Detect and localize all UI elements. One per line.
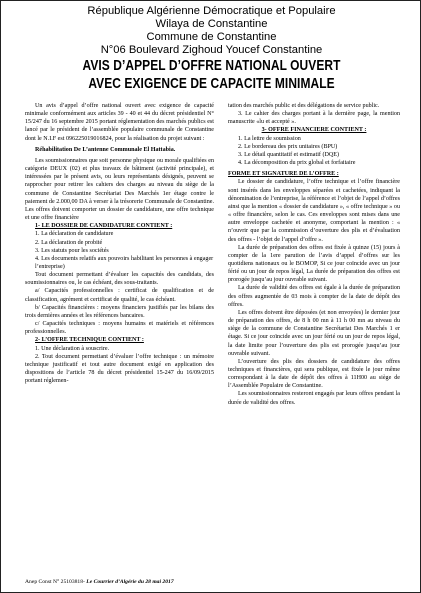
anep-reference: Anep Const N° 25103818- [25, 579, 85, 585]
financial-capacities: b/ Capacités financières : moyens financiers justifiés par les bilans des trois dernières années et les références bancaires. [25, 304, 214, 319]
professional-capacities: a/ Capacités professionnelles : certificat de qualification et de classification, agrément et certificat de qualité, le cas échéant. [25, 288, 214, 303]
technical-capacities: c/ Capacités techniques : moyens humains et matériels et références professionnelles. [25, 321, 214, 336]
financial-offer-item: 2. Le bordereau des prix unitaires (BPU) [238, 143, 338, 150]
opening-paragraph: L’ouverture des plis des dossiers de candidature des offres techniques et financières, qui sera publique, est fixée le jour même correspondant à la date de dépôt des offres à 11H00 au siège de l’Assemblée Populaire de Constantine. [228, 358, 400, 390]
footer-line [25, 578, 405, 586]
envelopes-paragraph: Le dossier de candidature, l’offre technique et l’offre financière sont insérés dans les enveloppes séparées et cachetées, indiquant la dénomination de l’entreprise, la référence et l’objet de l’appel d’offres ainsi que la mention « dossier de candidature », « offre technique » ou « offre financière, selon le cas. Ces enveloppes sont mises dans une autre enveloppe cachetée et anonyme, comportant la mention : « n’ouvrir que par la commission d’ouverture des plis et d’évaluation des offres - l’objet de l’appel d’offre ». [228, 179, 400, 243]
header-address: N°06 Boulevard Zighoud Youcef Constantine [100, 44, 323, 56]
capacities-paragraph: Tout document permettant d’évaluer les capacités des candidats, des soumissionnaires ou, le cas échéant, des sous-traitants. [25, 272, 214, 287]
commitment-paragraph: Les soumissionnaires resteront engagés par leurs offres pendant la durée de validité des offres. [228, 391, 400, 406]
regulation-continuation: tation des marchés public et des délégations de service public. [228, 103, 380, 109]
candidature-item: 2. La déclaration de probité [35, 239, 103, 246]
left-column [25, 102, 214, 385]
publication-reference: Le Courrier d’Algérie du 28 mai 2017 [86, 579, 174, 585]
project-name: Réhabilitation De L’antenne Communale El Hattabia. [35, 146, 176, 153]
header-wilaya: Wilaya de Constantine [155, 18, 268, 30]
header-commune: Commune de Constantine [146, 31, 277, 43]
candidature-item: 1. La déclaration de candidature [35, 231, 114, 238]
header-republic: République Algérienne Démocratique et Populaire [87, 5, 336, 17]
technical-offer-item: 1. Une déclaration à souscrire. [35, 345, 110, 352]
validity-paragraph: La durée de validité des offres est égale à la durée de préparation des offres augmentée de 03 mois à compter de la date de dépôt des offres. [228, 285, 400, 308]
financial-offer-item: 4. La décomposition du prix global et forfaitaire [238, 160, 356, 167]
technical-offer-item: 3. Le cahier des charges portant à la dernière page, la mention manuscrite «lu et accepté ». [228, 111, 400, 126]
candidature-item: 4. Les documents relatifs aux pouvoirs habilitant les personnes à engager l’entreprise) [35, 255, 214, 270]
technical-offer-heading: 2- L’OFFRE TECHNIQUE CONTIENT : [35, 337, 144, 344]
notice-title-line2: AVEC EXIGENCE DE CAPACITE MINIMALE [88, 76, 335, 92]
candidature-heading: 1- LE DOSSIER DE CANDIDATURE CONTIENT : [35, 223, 173, 230]
form-signature-heading: FORME ET SIGNATURE DE L’OFFRE : [228, 171, 339, 178]
eligibility-paragraph: Les soumissionnaires que soit personne physique ou morale qualifiées en catégorie DEUX (02) et plus travaux de bâtiment (activité principale), et intéressées par le présent avis, ou leurs représentants désignés, peuvent se rapprocher pour retirer les cahiers des charges au niveau du siège de la commune de Constantine Secrétariat Des Marchés 1er étage contre le paiement de 2.000,00 DA à verser à la trésorerie Communale de Constantine. Les offres doivent comporter un dossier de candidature, une offre technique et une offre financière [25, 157, 214, 222]
financial-offer-item: 1. La lettre de soumission [238, 135, 301, 142]
candidature-item: 3. Les statuts pour les sociétés [35, 247, 109, 254]
submission-paragraph: Les offres doivent être déposées (et non envoyées) le dernier jour de préparation des offres, de 8 h 00 mn à 11 h 00 mn au niveau du siège de la commune de Constantine Secrétariat Des Marchés 1 er étage. Si ce jour coïncide avec un jour férié ou un jour de repos légal, la date limite pour l’ouverture des plis est prorogée jusqu’au jour ouvrable suivant. [228, 309, 400, 357]
financial-offer-item: 3. Le détail quantitatif et estimatif (DQE) [238, 151, 340, 158]
preparation-duration-paragraph: La durée de préparation des offres est fixée à quinze (15) jours à compter de la 1ere parution de l’avis d’appel d’offres sur les quotidiens nationaux ou le BOMOP, Si ce jour coïncide avec un jour férié ou un jour de repos légal, La durée de préparation des offres est prorogée jusqu’au jour ouvrable suivant. [228, 244, 400, 284]
notice-title-line1: AVIS D’APPEL D’OFFRE NATIONAL OUVERT [82, 58, 341, 74]
right-column [228, 102, 400, 407]
technical-offer-item: 2. Tout document permettant d’évaluer l’offre technique : un mémoire technique justificatif et tout autre document exigé en application des dispositions de l’article 78 du décret présidentiel 15-247 du 16/09/2015 portant réglemen- [25, 353, 214, 385]
intro-paragraph: Un avis d’appel d’offre national ouvert avec exigence de capacité minimale conformément aux articles 39 - 40 et 44 du décret présidentiel N° 15/247 du 16 septembre 2015 portant réglementation des marchés publics est lancé par le président de l’assemblée populaire communale de Constantine dont le N.I.F est 096225019016824, pour la réalisation du projet suivant : [25, 103, 214, 142]
financial-offer-heading: 3- OFFRE FINANCIERE CONTIENT : [261, 127, 367, 134]
